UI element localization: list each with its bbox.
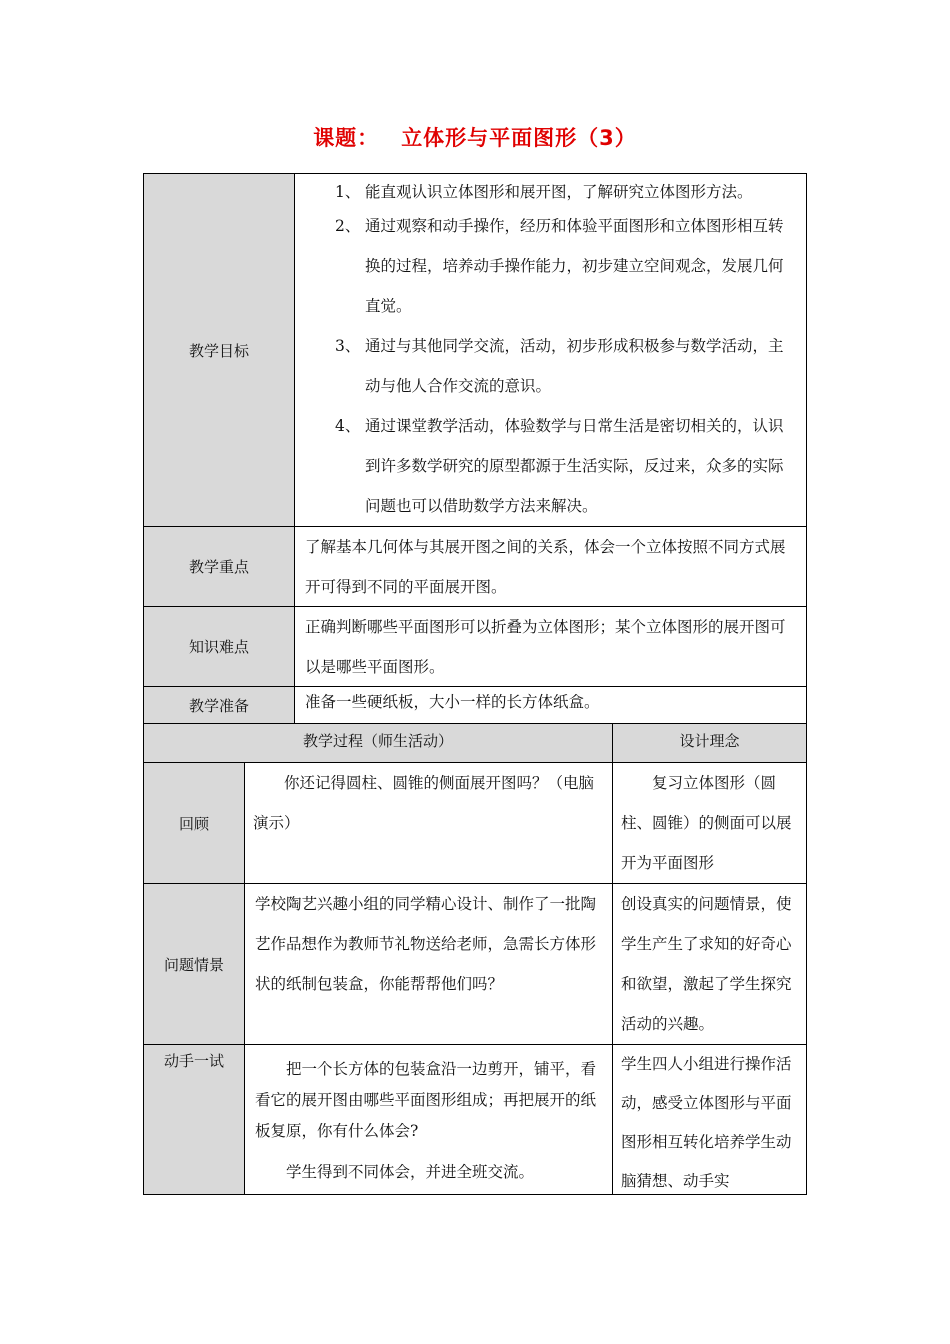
review-stage: 回顾	[178, 814, 209, 833]
situation-activity-cell	[244, 883, 613, 1045]
situation-stage-cell	[143, 883, 245, 1045]
handson-activity-cell	[244, 1044, 613, 1195]
title-text: 立体形与平面图形（3）	[401, 126, 637, 150]
review-activity-cell	[244, 762, 613, 884]
objective-text: 通过课堂教学活动，体验数学与日常生活是密切相关的，认识到许多数学研究的原型都源于生活实际，反过来，众多的实际问题也可以借助数学方法来解决。	[365, 417, 784, 515]
preparation-text: 准备一些硬纸板，大小一样的长方体纸盒。	[305, 693, 600, 711]
preparation-cell	[294, 686, 807, 724]
objective-text: 通过与其他同学交流，活动，初步形成积极参与数学活动，主动与他人合作交流的意识。	[365, 337, 784, 395]
objectives-label: 教学目标	[188, 341, 249, 360]
objective-item	[295, 326, 806, 406]
objectives-cell	[294, 173, 807, 527]
concept-header-cell	[612, 723, 807, 763]
objective-text: 能直观认识立体图形和展开图，了解研究立体图形方法。	[365, 183, 753, 201]
objectives-label-cell	[143, 173, 295, 527]
objective-item	[295, 206, 806, 326]
key-points-text: 了解基本几何体与其展开图之间的关系，体会一个立体按照不同方式展开可得到不同的平面展开图。	[305, 538, 786, 596]
situation-stage: 问题情景	[163, 955, 224, 974]
difficulties-label: 知识难点	[188, 638, 249, 656]
difficulties-text: 正确判断哪些平面图形可以折叠为立体图形；某个立体图形的展开图可以是哪些平面图形。	[305, 618, 786, 676]
title-label: 课题：	[313, 126, 380, 150]
preparation-label-cell	[143, 686, 295, 724]
key-points-label: 教学重点	[188, 558, 249, 576]
handson-stage-cell	[143, 1044, 245, 1195]
objective-item	[295, 406, 806, 526]
review-concept: 复习立体图形（圆柱、圆锥）的侧面可以展开为平面图形	[621, 774, 792, 872]
objective-text: 通过观察和动手操作，经历和体验平面图形和立体图形相互转换的过程，培养动手操作能力，初步建立空间观念，发展几何直觉。	[365, 217, 784, 315]
handson-activity-p1: 把一个长方体的包装盒沿一边剪开，铺平，看看它的展开图由哪些平面图形组成；再把展开的纸板复原，你有什么体会?	[255, 1060, 597, 1140]
review-activity: 你还记得圆柱、圆锥的侧面展开图吗？（电脑演示）	[253, 774, 595, 832]
objective-num: 1、	[335, 183, 361, 201]
key-points-cell	[294, 526, 807, 607]
handson-activity-p2: 学生得到不同体会，并进全班交流。	[286, 1163, 535, 1181]
preparation-label: 教学准备	[188, 696, 249, 715]
review-concept-cell	[612, 762, 807, 884]
concept-header: 设计理念	[679, 732, 740, 750]
handson-stage: 动手一试	[163, 1052, 224, 1070]
review-stage-cell	[143, 762, 245, 884]
process-header-cell	[143, 723, 613, 763]
key-points-label-cell	[143, 526, 295, 607]
situation-activity: 学校陶艺兴趣小组的同学精心设计、制作了一批陶艺作品想作为教师节礼物送给老师，急需长方体形状的纸制包装盒，你能帮帮他们吗？	[255, 895, 597, 993]
situation-concept: 创设真实的问题情景，使学生产生了求知的好奇心和欲望，激起了学生探究活动的兴趣。	[621, 895, 792, 1033]
page-title	[0, 122, 950, 152]
difficulties-cell	[294, 606, 807, 687]
objective-item	[295, 176, 806, 208]
handson-concept: 学生四人小组进行操作活动，感受立体图形与平面图形相互转化培养学生动脑猜想、动手实	[621, 1055, 792, 1190]
difficulties-label-cell	[143, 606, 295, 687]
objective-num: 2、	[335, 217, 361, 235]
objective-num: 4、	[335, 417, 361, 435]
process-header: 教学过程（师生活动）	[302, 732, 453, 750]
objective-num: 3、	[335, 337, 361, 355]
situation-concept-cell	[612, 883, 807, 1045]
handson-concept-cell	[612, 1044, 807, 1195]
